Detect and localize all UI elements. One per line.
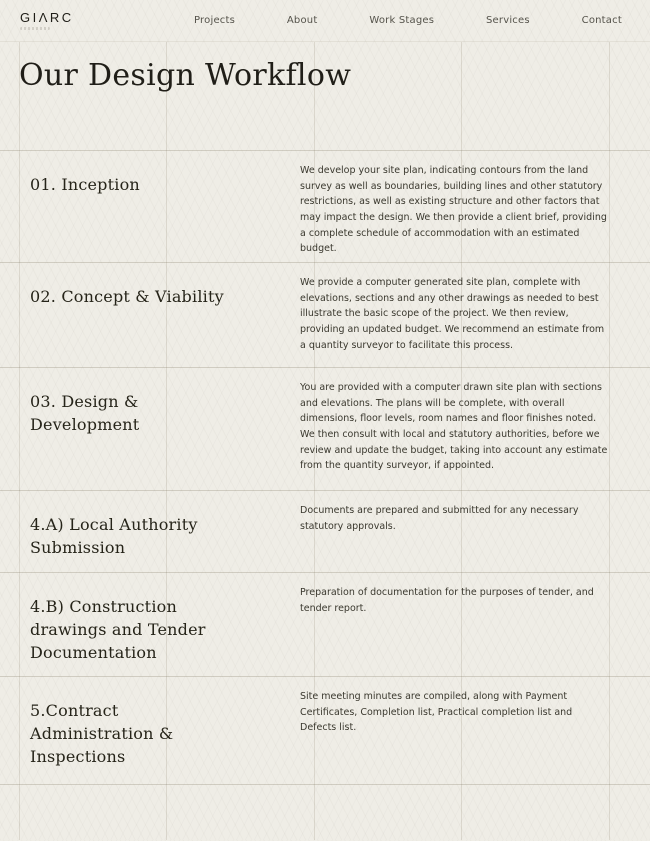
page-title: Our Design Workflow — [19, 58, 352, 93]
stage-description: You are provided with a computer drawn site plan with sections and elevations. The plans will be complete, with overall dimensions, floor levels, room names and floor finishes noted. We then consult with local and statutory authorities, before we review and update the budget, taking into account any estimate from the quantity surveyor, if appointed. — [300, 382, 608, 472]
stage-row — [0, 490, 650, 572]
top-navigation-bar — [0, 0, 650, 42]
stage-title: 5.Contract Administration & Inspections — [30, 701, 174, 767]
stage-row — [0, 262, 650, 367]
brand-logo-text: GIΛRC — [20, 9, 74, 25]
workflow-stage-list — [0, 150, 650, 784]
main-nav — [194, 15, 622, 26]
stage-title: 01. Inception — [30, 175, 140, 194]
stage-row — [0, 367, 650, 490]
stage-description: Documents are prepared and submitted for any necessary statutory approvals. — [300, 505, 579, 532]
brand-logo[interactable] — [20, 11, 74, 30]
stage-title: 02. Concept & Viability — [30, 287, 224, 306]
stage-description: Site meeting minutes are compiled, along with Payment Certificates, Completion list, Practical completion list and Defects list. — [300, 691, 573, 734]
stage-description: We develop your site plan, indicating contours from the land survey as well as boundaries, building lines and other statutory restrictions, as well as existing structure and other factors that may impact the design. We then provide a client brief, providing a complete schedule of accommodation with an estimated budget. — [300, 165, 607, 255]
page-content — [0, 42, 650, 841]
title-block — [0, 42, 650, 150]
stage-row — [0, 572, 650, 676]
logo-tagline-mark — [20, 27, 50, 30]
stage-description: We provide a computer generated site plan, complete with elevations, sections and any other drawings as needed to best illustrate the basic scope of the project. We then review, providing an updated budget. We recommend an estimate from a quantity surveyor to facilitate this process. — [300, 277, 605, 351]
stage-title: 4.A) Local Authority Submission — [30, 515, 198, 558]
stage-title: 4.B) Construction drawings and Tender Documentation — [30, 597, 206, 663]
nav-item-services[interactable]: Services — [486, 15, 530, 26]
nav-item-projects[interactable]: Projects — [194, 15, 236, 26]
stage-title: 03. Design & Development — [30, 392, 140, 435]
nav-item-contact[interactable]: Contact — [581, 15, 622, 26]
nav-item-about[interactable]: About — [286, 15, 318, 26]
stage-row — [0, 676, 650, 784]
empty-footer-row — [0, 784, 650, 841]
stage-description: Preparation of documentation for the purposes of tender, and tender report. — [300, 587, 594, 614]
nav-item-work-stages[interactable]: Work Stages — [369, 15, 435, 26]
stage-row — [0, 150, 650, 262]
